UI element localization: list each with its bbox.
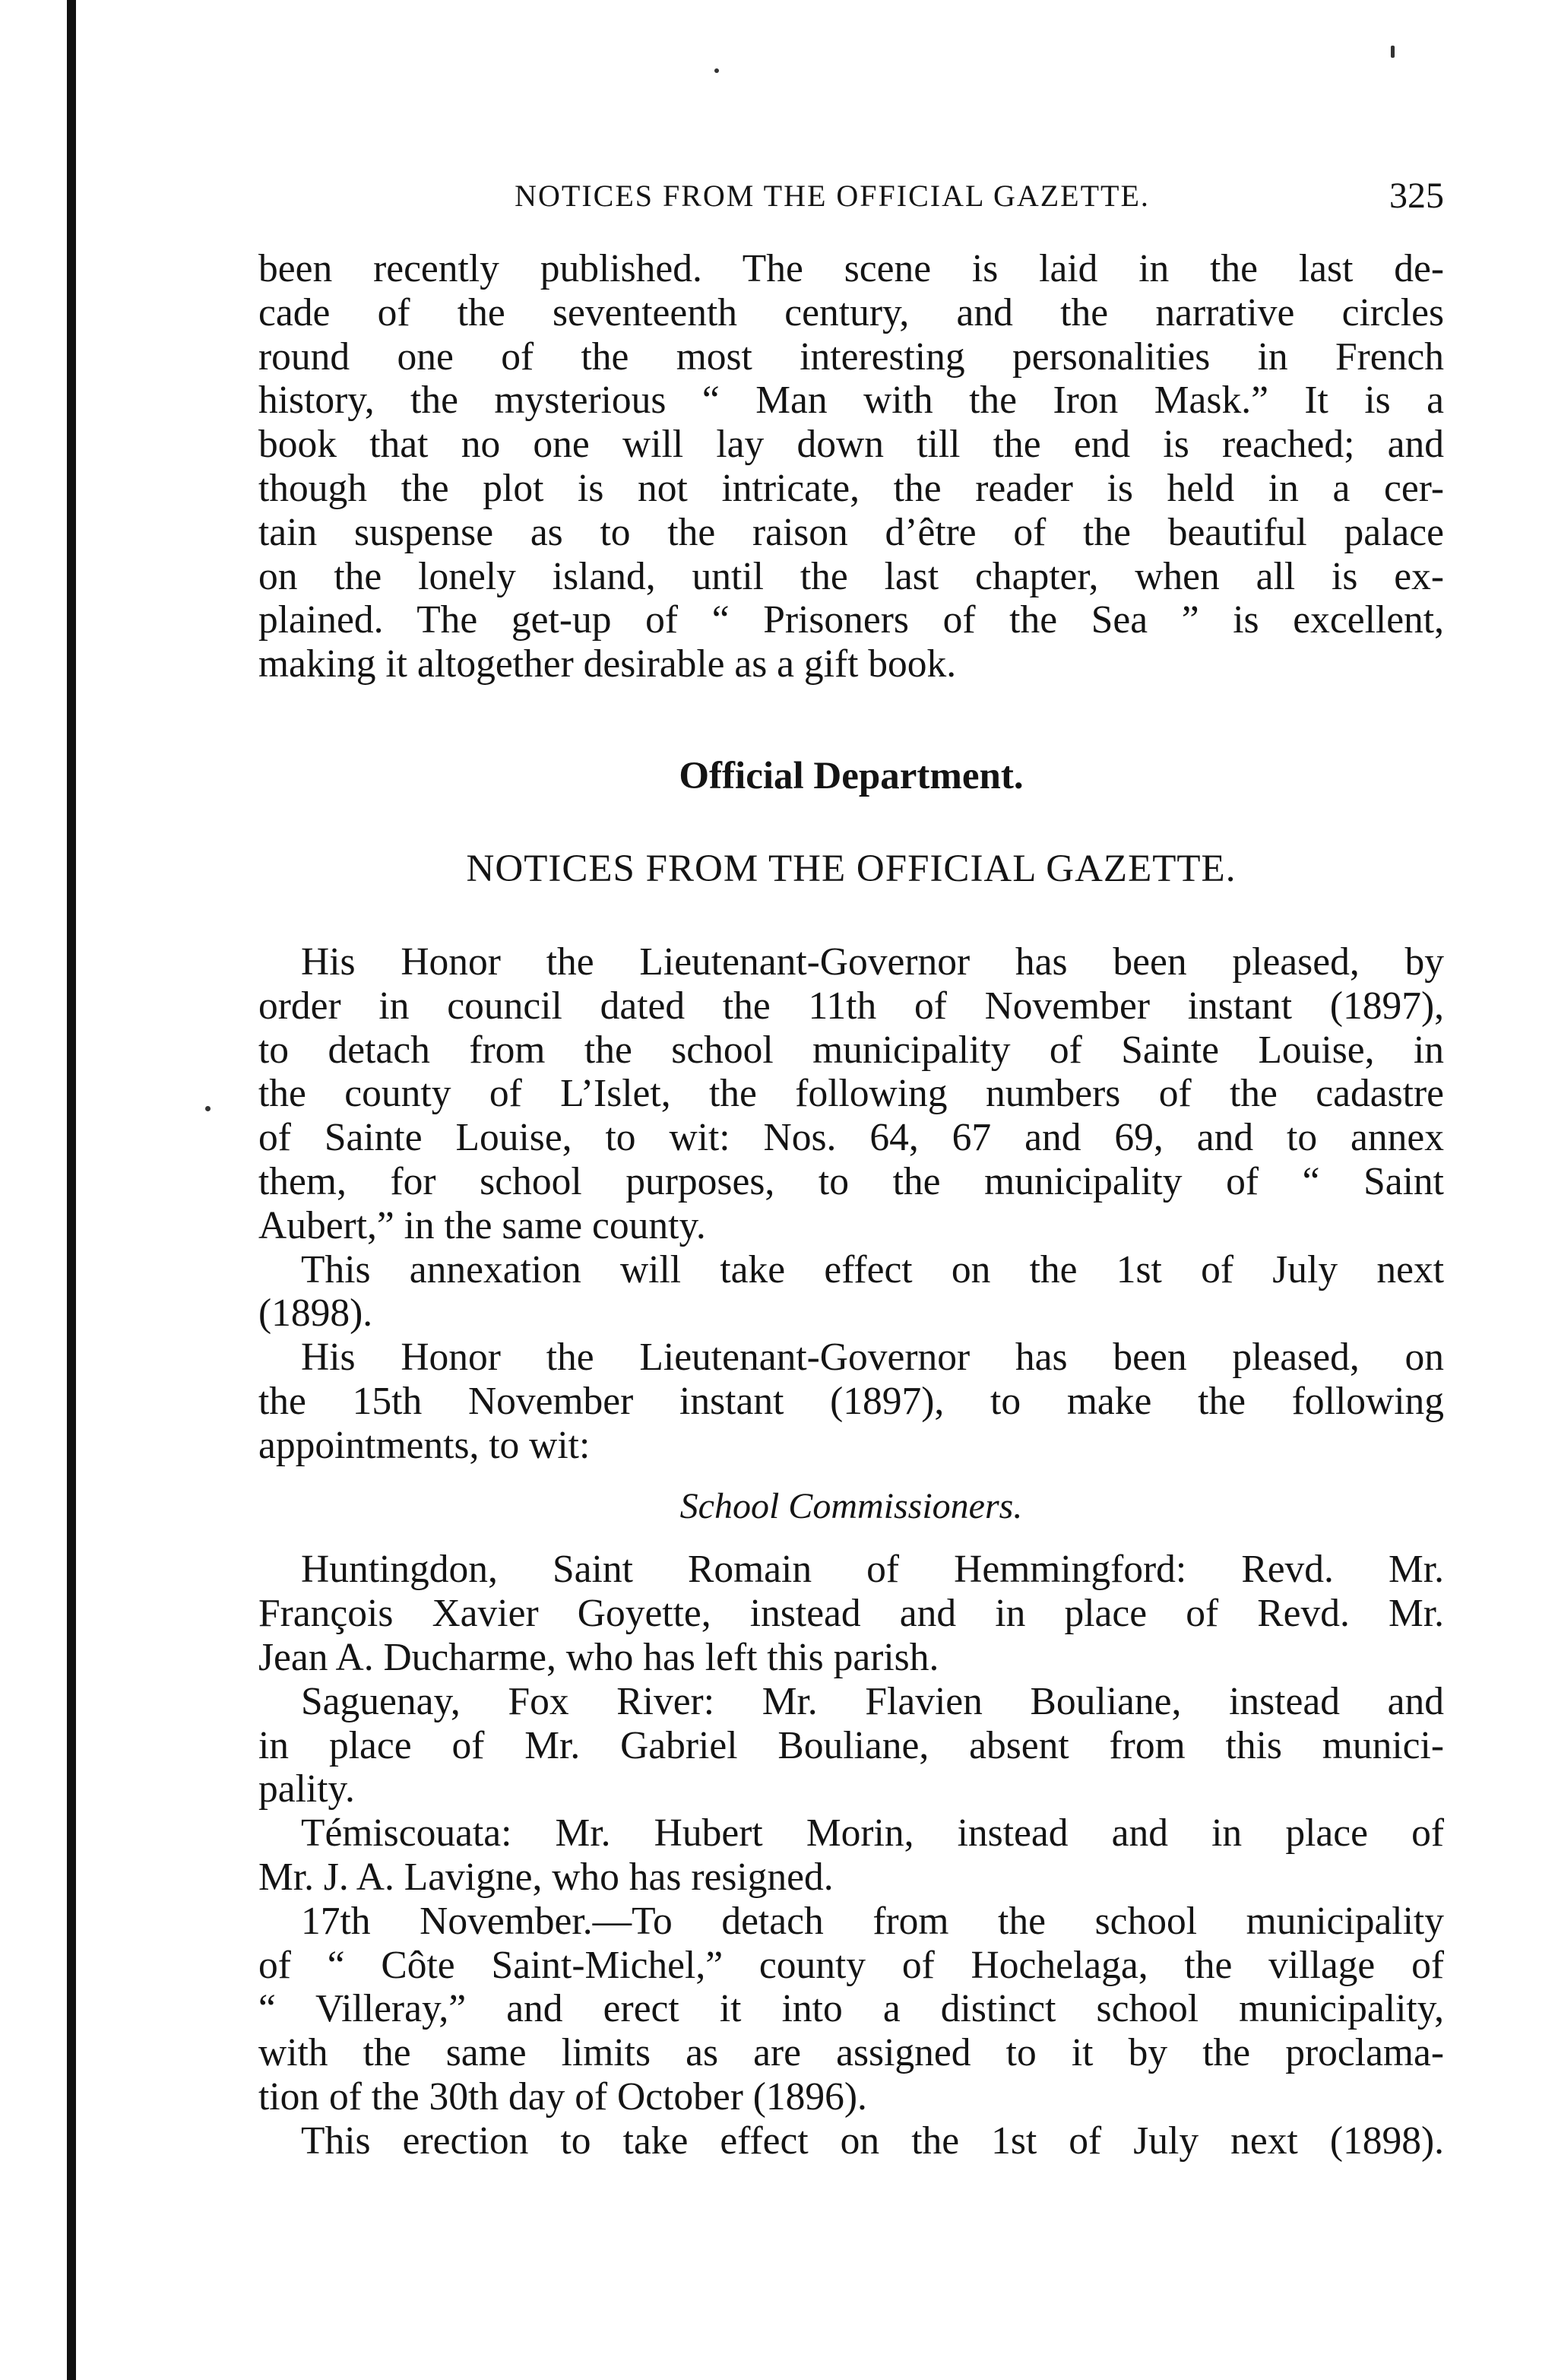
- text-line: Saguenay, Fox River: Mr. Flavien Bouliane, instead and: [301, 1679, 1444, 1723]
- text-line: pality.: [258, 1767, 355, 1811]
- text-line: order in council dated the 11th of November instant (1897),: [258, 984, 1444, 1028]
- official-department-heading: [258, 755, 1444, 799]
- gazette-heading: [258, 848, 1444, 892]
- text-line: round one of the most interesting personalities in French: [258, 334, 1444, 379]
- text-line: been recently published. The scene is laid in the last de-: [258, 247, 1444, 290]
- text-line: His Honor the Lieutenant-Governor has been pleased, on: [301, 1336, 1444, 1380]
- text-line: them, for school purposes, to the municipality of “ Saint: [258, 1159, 1444, 1203]
- text-line: Huntingdon, Saint Romain of Hemmingford: Revd. Mr.: [301, 1548, 1444, 1592]
- text-line: to detach from the school municipality of Sainte Louise, in: [258, 1028, 1444, 1072]
- book-review-paragraph: [258, 247, 1444, 686]
- text-line: tain suspense as to the raison d’être of the beautiful palace: [258, 510, 1444, 554]
- text-line: tion of the 30th day of October (1896).: [258, 2074, 867, 2119]
- text-line: history, the mysterious “ Man with the Iron Mask.” It is a: [258, 379, 1444, 423]
- text-line: plained. The get-up of “ Prisoners of the Sea ” is excellent,: [258, 598, 1444, 642]
- text-line: with the same limits as are assigned to it by the proclama-: [258, 2031, 1444, 2075]
- notices-title: NOTICES FROM THE OFFICIAL GAZETTE.: [466, 848, 1237, 890]
- text-line: François Xavier Goyette, instead and in place of Revd. Mr.: [258, 1592, 1444, 1636]
- running-title: NOTICES FROM THE OFFICIAL GAZETTE.: [515, 179, 1150, 213]
- text-line: (1898).: [258, 1291, 373, 1336]
- text-line: making it altogether desirable as a gift book.: [258, 642, 957, 686]
- book-binding-edge: [67, 0, 76, 2380]
- text-line: on the lonely island, until the last chapter, when all is ex-: [258, 554, 1444, 598]
- scan-speck: [714, 68, 719, 73]
- school-commissioners-heading: School Commissioners.: [679, 1485, 1023, 1526]
- text-line: His Honor the Lieutenant-Governor has been pleased, by: [301, 940, 1444, 984]
- text-line: This annexation will take effect on the 1st of July next: [301, 1247, 1444, 1291]
- text-line: Jean A. Ducharme, who has left this parish.: [258, 1635, 939, 1679]
- running-header: [258, 175, 1444, 219]
- text-line: of “ Côte Saint-Michel,” county of Hochelaga, the village of: [258, 1943, 1444, 1987]
- text-line: Aubert,” in the same county.: [258, 1203, 706, 1247]
- text-line: This erection to take effect on the 1st of July next (1898).: [301, 2119, 1444, 2163]
- page-number: 325: [1389, 176, 1444, 216]
- text-line: though the plot is not intricate, the reader is held in a cer-: [258, 466, 1444, 510]
- scan-speck: [205, 1106, 211, 1111]
- text-line: appointments, to wit:: [258, 1423, 591, 1467]
- text-line: Mr. J. A. Lavigne, who has resigned.: [258, 1855, 834, 1899]
- scan-speck: [1391, 46, 1395, 58]
- text-line: book that no one will lay down till the end is reached; and: [258, 423, 1444, 467]
- text-line: Témiscouata: Mr. Hubert Morin, instead and in place of: [301, 1811, 1444, 1856]
- text-line: 17th November.—To detach from the school municipality: [301, 1899, 1444, 1943]
- text-line: in place of Mr. Gabriel Bouliane, absent from this munici-: [258, 1723, 1444, 1767]
- text-line: cade of the seventeenth century, and the narrative circles: [258, 290, 1444, 334]
- section-title: Official Department.: [679, 755, 1024, 797]
- text-line: the 15th November instant (1897), to make the following: [258, 1379, 1444, 1423]
- text-line: of Sainte Louise, to wit: Nos. 64, 67 and 69, and to annex: [258, 1116, 1444, 1160]
- text-line: the county of L’Islet, the following numbers of the cadastre: [258, 1072, 1444, 1116]
- text-line: “ Villeray,” and erect it into a distinct school municipality,: [258, 1987, 1444, 2031]
- notices-body: [258, 940, 1444, 2163]
